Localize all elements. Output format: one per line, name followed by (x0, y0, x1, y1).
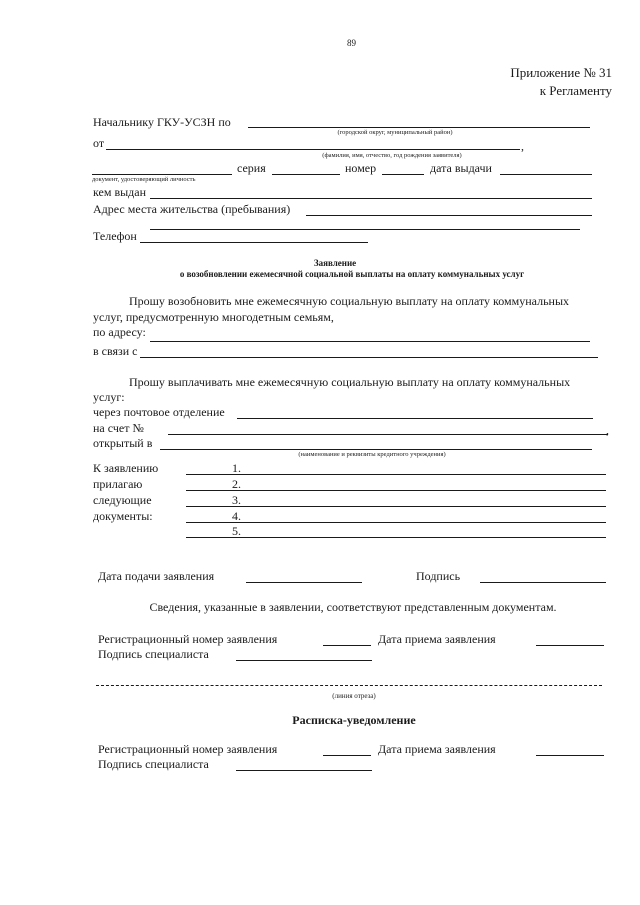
applicant-signature-label: Подпись (416, 569, 461, 583)
cut-line (96, 685, 602, 686)
phone-field[interactable] (140, 242, 368, 243)
bank-hint: (наименование и реквизиты кредитного учреждения) (298, 451, 446, 458)
receipt-specialist-signature-label: Подпись специалиста (98, 757, 209, 771)
series-field[interactable] (272, 174, 340, 175)
post-office-label: через почтовое отделение (93, 405, 225, 419)
request-text-line1: Прошу возобновить мне ежемесячную социальную выплату на оплату коммунальных (129, 294, 570, 308)
attachment-item-number: 3. (232, 493, 241, 507)
request-text-line2: услуг, предусмотренную многодетным семьям, (93, 310, 334, 324)
payment-text-line1: Прошу выплачивать мне ежемесячную социальную выплату на оплату коммунальных (129, 375, 571, 389)
attachment-item-field[interactable] (186, 537, 606, 538)
specialist-signature-label: Подпись специалиста (98, 647, 209, 661)
attachment-item-number: 1. (232, 461, 241, 475)
attachment-item-number: 5. (232, 524, 241, 538)
attachments-label-line1: К заявлению (93, 461, 159, 475)
specialist-signature-field[interactable] (236, 660, 372, 661)
issued-by-field[interactable] (150, 198, 592, 199)
applicant-name-field[interactable] (106, 149, 520, 150)
attachment-item-number: 2. (232, 477, 241, 491)
payment-text-line2: услуг: (93, 390, 125, 404)
issued-by-label: кем выдан (93, 185, 147, 199)
issue-date-label: дата выдачи (430, 161, 492, 175)
attachment-item-field[interactable] (186, 490, 606, 491)
applicant-signature-field[interactable] (480, 582, 606, 583)
page-number: 89 (347, 38, 356, 48)
address-field[interactable] (306, 215, 592, 216)
attachments-label-line4: документы: (93, 509, 153, 523)
accept-date-label: Дата приема заявления (378, 632, 496, 646)
registration-number-field[interactable] (323, 645, 371, 646)
from-comma: , (521, 139, 524, 153)
to-head-label: Начальнику ГКУ-УСЗН по (93, 115, 231, 129)
reason-label: в связи с (93, 344, 138, 358)
id-document-hint: документ, удостоверяющий личность (92, 176, 196, 183)
fio-hint: (фамилия, имя, отчество, год рождения заявителя) (322, 152, 462, 159)
appendix-label: Приложение № 31 (510, 65, 612, 80)
receipt-accept-date-field[interactable] (536, 755, 604, 756)
receipt-registration-number-label: Регистрационный номер заявления (98, 742, 278, 756)
attachment-item-field[interactable] (186, 522, 606, 523)
verification-text: Сведения, указанные в заявлении, соответствуют представленным документам. (149, 600, 557, 614)
regulation-label: к Регламенту (539, 83, 612, 98)
number-field[interactable] (382, 174, 424, 175)
request-address-label: по адресу: (93, 325, 146, 339)
attachments-label-line3: следующие (93, 493, 152, 507)
post-office-field[interactable] (237, 418, 593, 419)
receipt-specialist-signature-field[interactable] (236, 770, 372, 771)
district-hint: (городской округ, муниципальный район) (337, 129, 453, 136)
cut-line-label: (линия отреза) (332, 692, 376, 700)
attachment-item-field[interactable] (186, 506, 606, 507)
attachment-item-field[interactable] (186, 474, 606, 475)
address-label: Адрес места жительства (пребывания) (93, 202, 291, 216)
attachments-label-line2: прилагаю (93, 477, 143, 491)
receipt-accept-date-label: Дата приема заявления (378, 742, 496, 756)
issue-date-field[interactable] (500, 174, 592, 175)
receipt-title: Расписка-уведомление (292, 713, 416, 727)
series-label: серия (237, 161, 266, 175)
receipt-registration-number-field[interactable] (323, 755, 371, 756)
opened-in-label: открытый в (93, 436, 153, 450)
submission-date-field[interactable] (246, 582, 362, 583)
account-label: на счет № (93, 421, 144, 435)
address-field-continued[interactable] (150, 229, 580, 230)
id-document-field[interactable] (92, 174, 232, 175)
reason-field[interactable] (140, 357, 598, 358)
registration-number-label: Регистрационный номер заявления (98, 632, 278, 646)
from-label: от (93, 136, 105, 150)
document-subtitle: о возобновлении ежемесячной социальной выплаты на оплату коммунальных услуг (179, 269, 525, 279)
account-comma: , (606, 423, 609, 437)
attachment-item-number: 4. (232, 509, 241, 523)
document-title: Заявление (313, 258, 357, 268)
submission-date-label: Дата подачи заявления (98, 569, 215, 583)
number-label: номер (345, 161, 377, 175)
bank-field[interactable] (160, 449, 592, 450)
account-number-field[interactable] (168, 434, 608, 435)
request-address-field[interactable] (150, 341, 590, 342)
district-field[interactable] (248, 127, 590, 128)
phone-label: Телефон (93, 229, 137, 243)
accept-date-field[interactable] (536, 645, 604, 646)
